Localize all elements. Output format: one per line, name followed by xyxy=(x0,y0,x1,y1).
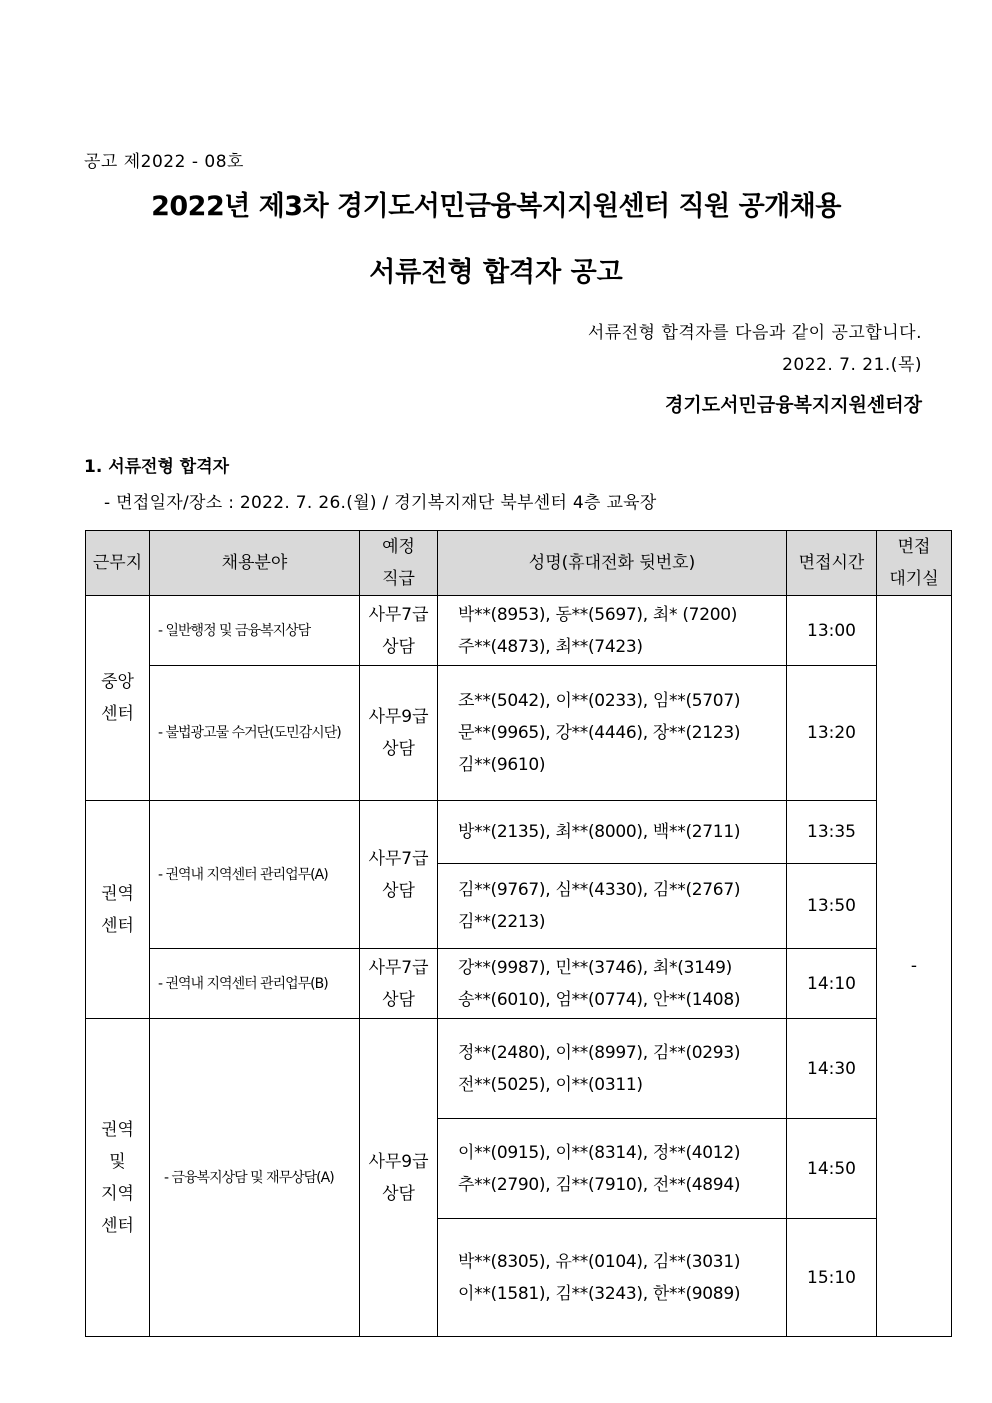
names-line: 방**(2135), 최**(8000), 백**(2711) xyxy=(458,822,741,842)
table-row xyxy=(86,666,952,801)
table-header-row xyxy=(86,531,952,596)
names-line: 주**(4873), 최**(7423) xyxy=(458,636,643,657)
field-cell: - 금융복지상담 및 재무상담(A) xyxy=(150,1019,360,1337)
names-line: 문**(9965), 강**(4446), 장**(2123) xyxy=(458,723,741,743)
header-grade-line2: 직급 xyxy=(382,569,415,589)
time-cell: 13:35 xyxy=(787,801,877,864)
table-row xyxy=(86,949,952,1019)
table-row xyxy=(86,596,952,666)
header-time: 면접시간 xyxy=(787,531,877,596)
results-table xyxy=(85,530,952,1337)
time-cell: 13:00 xyxy=(787,596,877,666)
names-cell xyxy=(438,1019,787,1119)
table-row xyxy=(86,801,952,864)
names-cell xyxy=(438,949,787,1019)
grade-cell xyxy=(360,949,438,1019)
workplace-line: 지역 xyxy=(101,1183,134,1204)
grade-line: 상담 xyxy=(382,989,415,1010)
time-cell: 14:30 xyxy=(787,1019,877,1119)
grade-line: 상담 xyxy=(382,636,415,657)
names-line: 정**(2480), 이**(8997), 김**(0293) xyxy=(458,1042,741,1063)
workplace-line: 센터 xyxy=(101,915,134,936)
field-cell: - 권역내 지역센터 관리업무(A) xyxy=(150,801,360,949)
names-line: 조**(5042), 이**(0233), 임**(5707) xyxy=(458,691,741,711)
signer: 경기도서민금융복지지원센터장 xyxy=(665,394,922,416)
names-line: 박**(8953), 동**(5697), 최* (7200) xyxy=(458,604,738,625)
grade-line: 사무9급 xyxy=(368,707,429,727)
names-line: 송**(6010), 엄**(0774), 안**(1408) xyxy=(458,989,741,1010)
grade-line: 상담 xyxy=(382,1183,415,1204)
header-room-line2: 대기실 xyxy=(889,569,939,589)
names-cell xyxy=(438,666,787,801)
grade-line: 사무7급 xyxy=(368,604,429,625)
names-cell xyxy=(438,864,787,949)
grade-cell xyxy=(360,1019,438,1337)
field-cell: - 일반행정 및 금융복지상담 xyxy=(150,596,360,666)
header-grade-line1: 예정 xyxy=(382,537,415,557)
names-line: 이**(1581), 김**(3243), 한**(9089) xyxy=(458,1283,741,1304)
table-row xyxy=(86,1019,952,1119)
grade-line: 사무7급 xyxy=(368,848,429,869)
header-room-line1: 면접 xyxy=(897,537,931,557)
names-cell xyxy=(438,801,787,864)
names-line: 김**(9767), 심**(4330), 김**(2767) xyxy=(458,880,741,900)
field-cell: - 권역내 지역센터 관리업무(B) xyxy=(150,949,360,1019)
section-heading: 1. 서류전형 합격자 xyxy=(84,457,230,477)
names-line: 이**(0915), 이**(8314), 정**(4012) xyxy=(458,1142,741,1163)
workplace-both xyxy=(86,1019,150,1337)
names-line: 박**(8305), 유**(0104), 김**(3031) xyxy=(458,1251,741,1272)
names-line: 김**(9610) xyxy=(458,755,546,775)
grade-line: 사무9급 xyxy=(368,1151,429,1172)
workplace-line: 권역 xyxy=(101,1119,134,1140)
names-line: 추**(2790), 김**(7910), 전**(4894) xyxy=(458,1174,741,1195)
names-cell xyxy=(438,1119,787,1219)
names-line: 김**(2213) xyxy=(458,912,546,932)
interview-info: - 면접일자/장소 : 2022. 7. 26.(월) / 경기복지재단 북부센터 4층 교육장 xyxy=(104,493,657,513)
announcement-date: 2022. 7. 21.(목) xyxy=(782,355,922,375)
time-cell: 14:10 xyxy=(787,949,877,1019)
workplace-line: 센터 xyxy=(101,1215,134,1236)
names-cell xyxy=(438,596,787,666)
workplace-line: 및 xyxy=(109,1151,126,1172)
header-names: 성명(휴대전화 뒷번호) xyxy=(438,531,787,596)
grade-line: 상담 xyxy=(382,880,415,901)
header-room xyxy=(877,531,952,596)
workplace-line: 센터 xyxy=(101,704,134,724)
header-grade xyxy=(360,531,438,596)
names-cell xyxy=(438,1219,787,1337)
document-title: 2022년 제3차 경기도서민금융복지지원센터 직원 공개채용 xyxy=(151,191,841,222)
workplace-line: 권역 xyxy=(101,883,134,904)
waiting-room-cell: - xyxy=(877,596,952,1337)
grade-cell xyxy=(360,666,438,801)
notice-number: 공고 제2022 - 08호 xyxy=(84,152,244,172)
time-cell: 15:10 xyxy=(787,1219,877,1337)
workplace-regional xyxy=(86,801,150,1019)
header-field: 채용분야 xyxy=(150,531,360,596)
field-cell: - 불법광고물 수거단(도민감시단) xyxy=(150,666,360,801)
workplace-line: 중앙 xyxy=(101,672,134,692)
time-cell: 14:50 xyxy=(787,1119,877,1219)
header-workplace: 근무지 xyxy=(86,531,150,596)
grade-cell xyxy=(360,801,438,949)
grade-line: 상담 xyxy=(382,739,415,759)
grade-line: 사무7급 xyxy=(368,957,429,978)
workplace-central xyxy=(86,596,150,801)
grade-cell xyxy=(360,596,438,666)
names-line: 전**(5025), 이**(0311) xyxy=(458,1074,643,1095)
time-cell: 13:20 xyxy=(787,666,877,801)
time-cell: 13:50 xyxy=(787,864,877,949)
names-line: 강**(9987), 민**(3746), 최*(3149) xyxy=(458,957,732,978)
intro-text: 서류전형 합격자를 다음과 같이 공고합니다. xyxy=(587,323,922,343)
document-subtitle: 서류전형 합격자 공고 xyxy=(369,257,623,288)
